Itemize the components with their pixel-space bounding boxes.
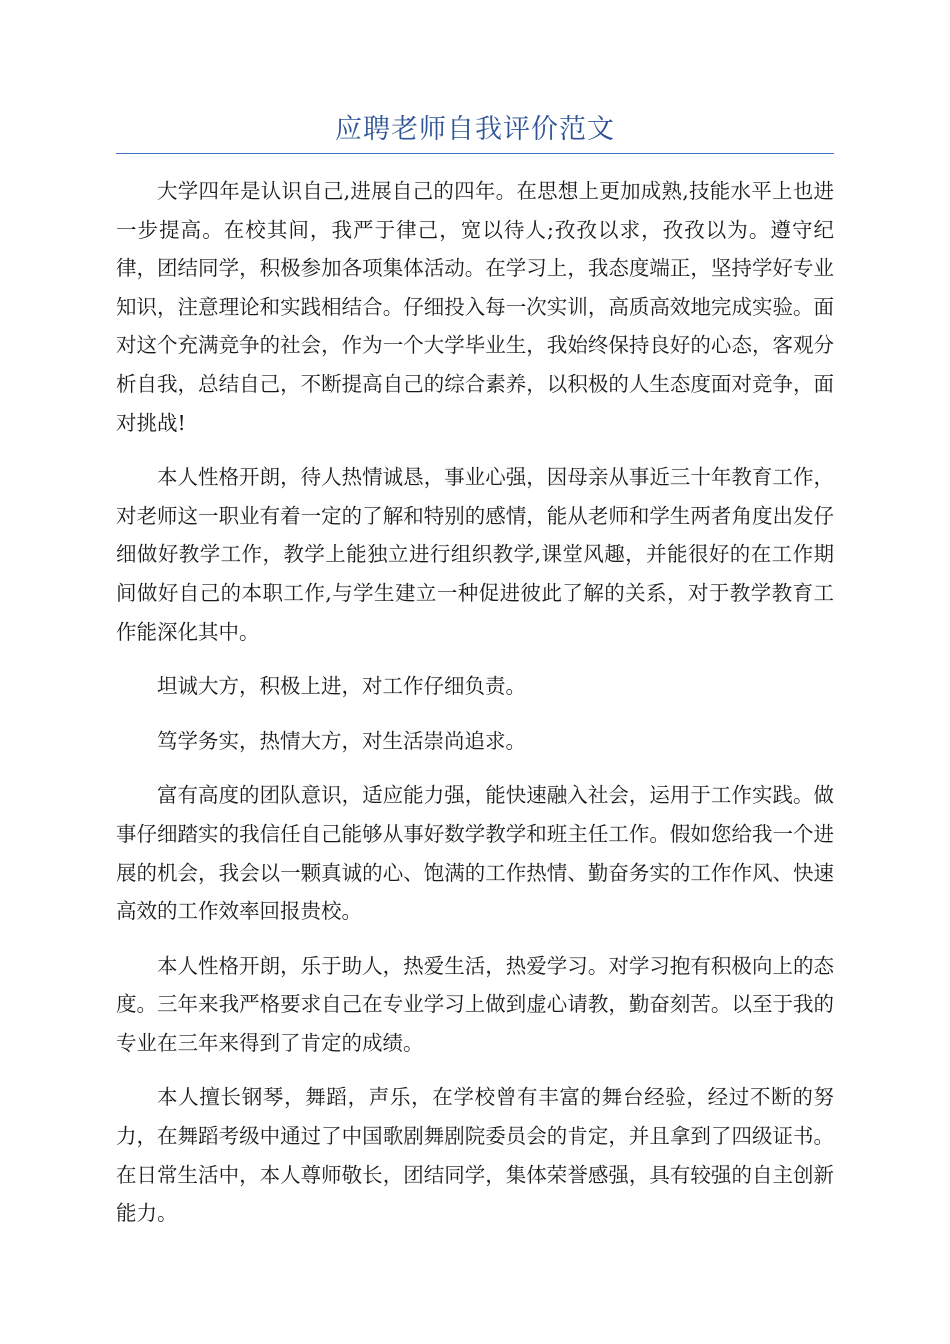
paragraph-7: 本人擅长钢琴，舞蹈，声乐，在学校曾有丰富的舞台经验，经过不断的努力，在舞蹈考级中通过了中国歌剧舞剧院委员会的肯定，并且拿到了四级证书。在日常生活中，本人尊师敬长，团结同学，集体荣誉感强，具有较强的自主创新能力。 [116, 1085, 834, 1226]
title-underline [116, 153, 834, 154]
paragraph-3: 坦诚大方，积极上进，对工作仔细负责。 [157, 674, 526, 699]
paragraph-4: 笃学务实，热情大方，对生活崇尚追求。 [157, 728, 526, 753]
paragraph-1: 大学四年是认识自己,进展自己的四年。在思想上更加成熟,技能水平上也进一步提高。在校其间，我严于律己，宽以待人;孜孜以求，孜孜以为。遵守纪律，团结同学，积极参加各项集体活动。在学习上，我态度端正，坚持学好专业知识，注意理论和实践相结合。仔细投入每一次实训，高质高效地完成实验。面对这个充满竞争的社会，作为一个大学毕业生，我始终保持良好的心态，客观分析自我，总结自己，不断提高自己的综合素养，以积极的人生态度面对竞争，面对挑战! [116, 179, 834, 435]
paragraph-2: 本人性格开朗，待人热情诚恳，事业心强，因母亲从事近三十年教育工作，对老师这一职业有着一定的了解和特别的感情，能从老师和学生两者角度出发仔细做好教学工作，教学上能独立进行组织教学,课堂风趣，并能很好的在工作期间做好自己的本职工作,与学生建立一种促进彼此了解的关系，对于教学教育工作能深化其中。 [116, 465, 834, 644]
document-title: 应聘老师自我评价范文 [335, 114, 615, 145]
paragraph-5: 富有高度的团队意识，适应能力强，能快速融入社会，运用于工作实践。做事仔细踏实的我信任自己能够从事好数学教学和班主任工作。假如您给我一个进展的机会，我会以一颗真诚的心、饱满的工作热情、勤奋务实的工作作风、快速高效的工作效率回报贵校。 [116, 783, 834, 924]
paragraph-6: 本人性格开朗，乐于助人，热爱生活，热爱学习。对学习抱有积极向上的态度。三年来我严格要求自己在专业学习上做到虚心请教，勤奋刻苦。以至于我的专业在三年来得到了肯定的成绩。 [116, 953, 834, 1055]
document-body [116, 172, 834, 1249]
